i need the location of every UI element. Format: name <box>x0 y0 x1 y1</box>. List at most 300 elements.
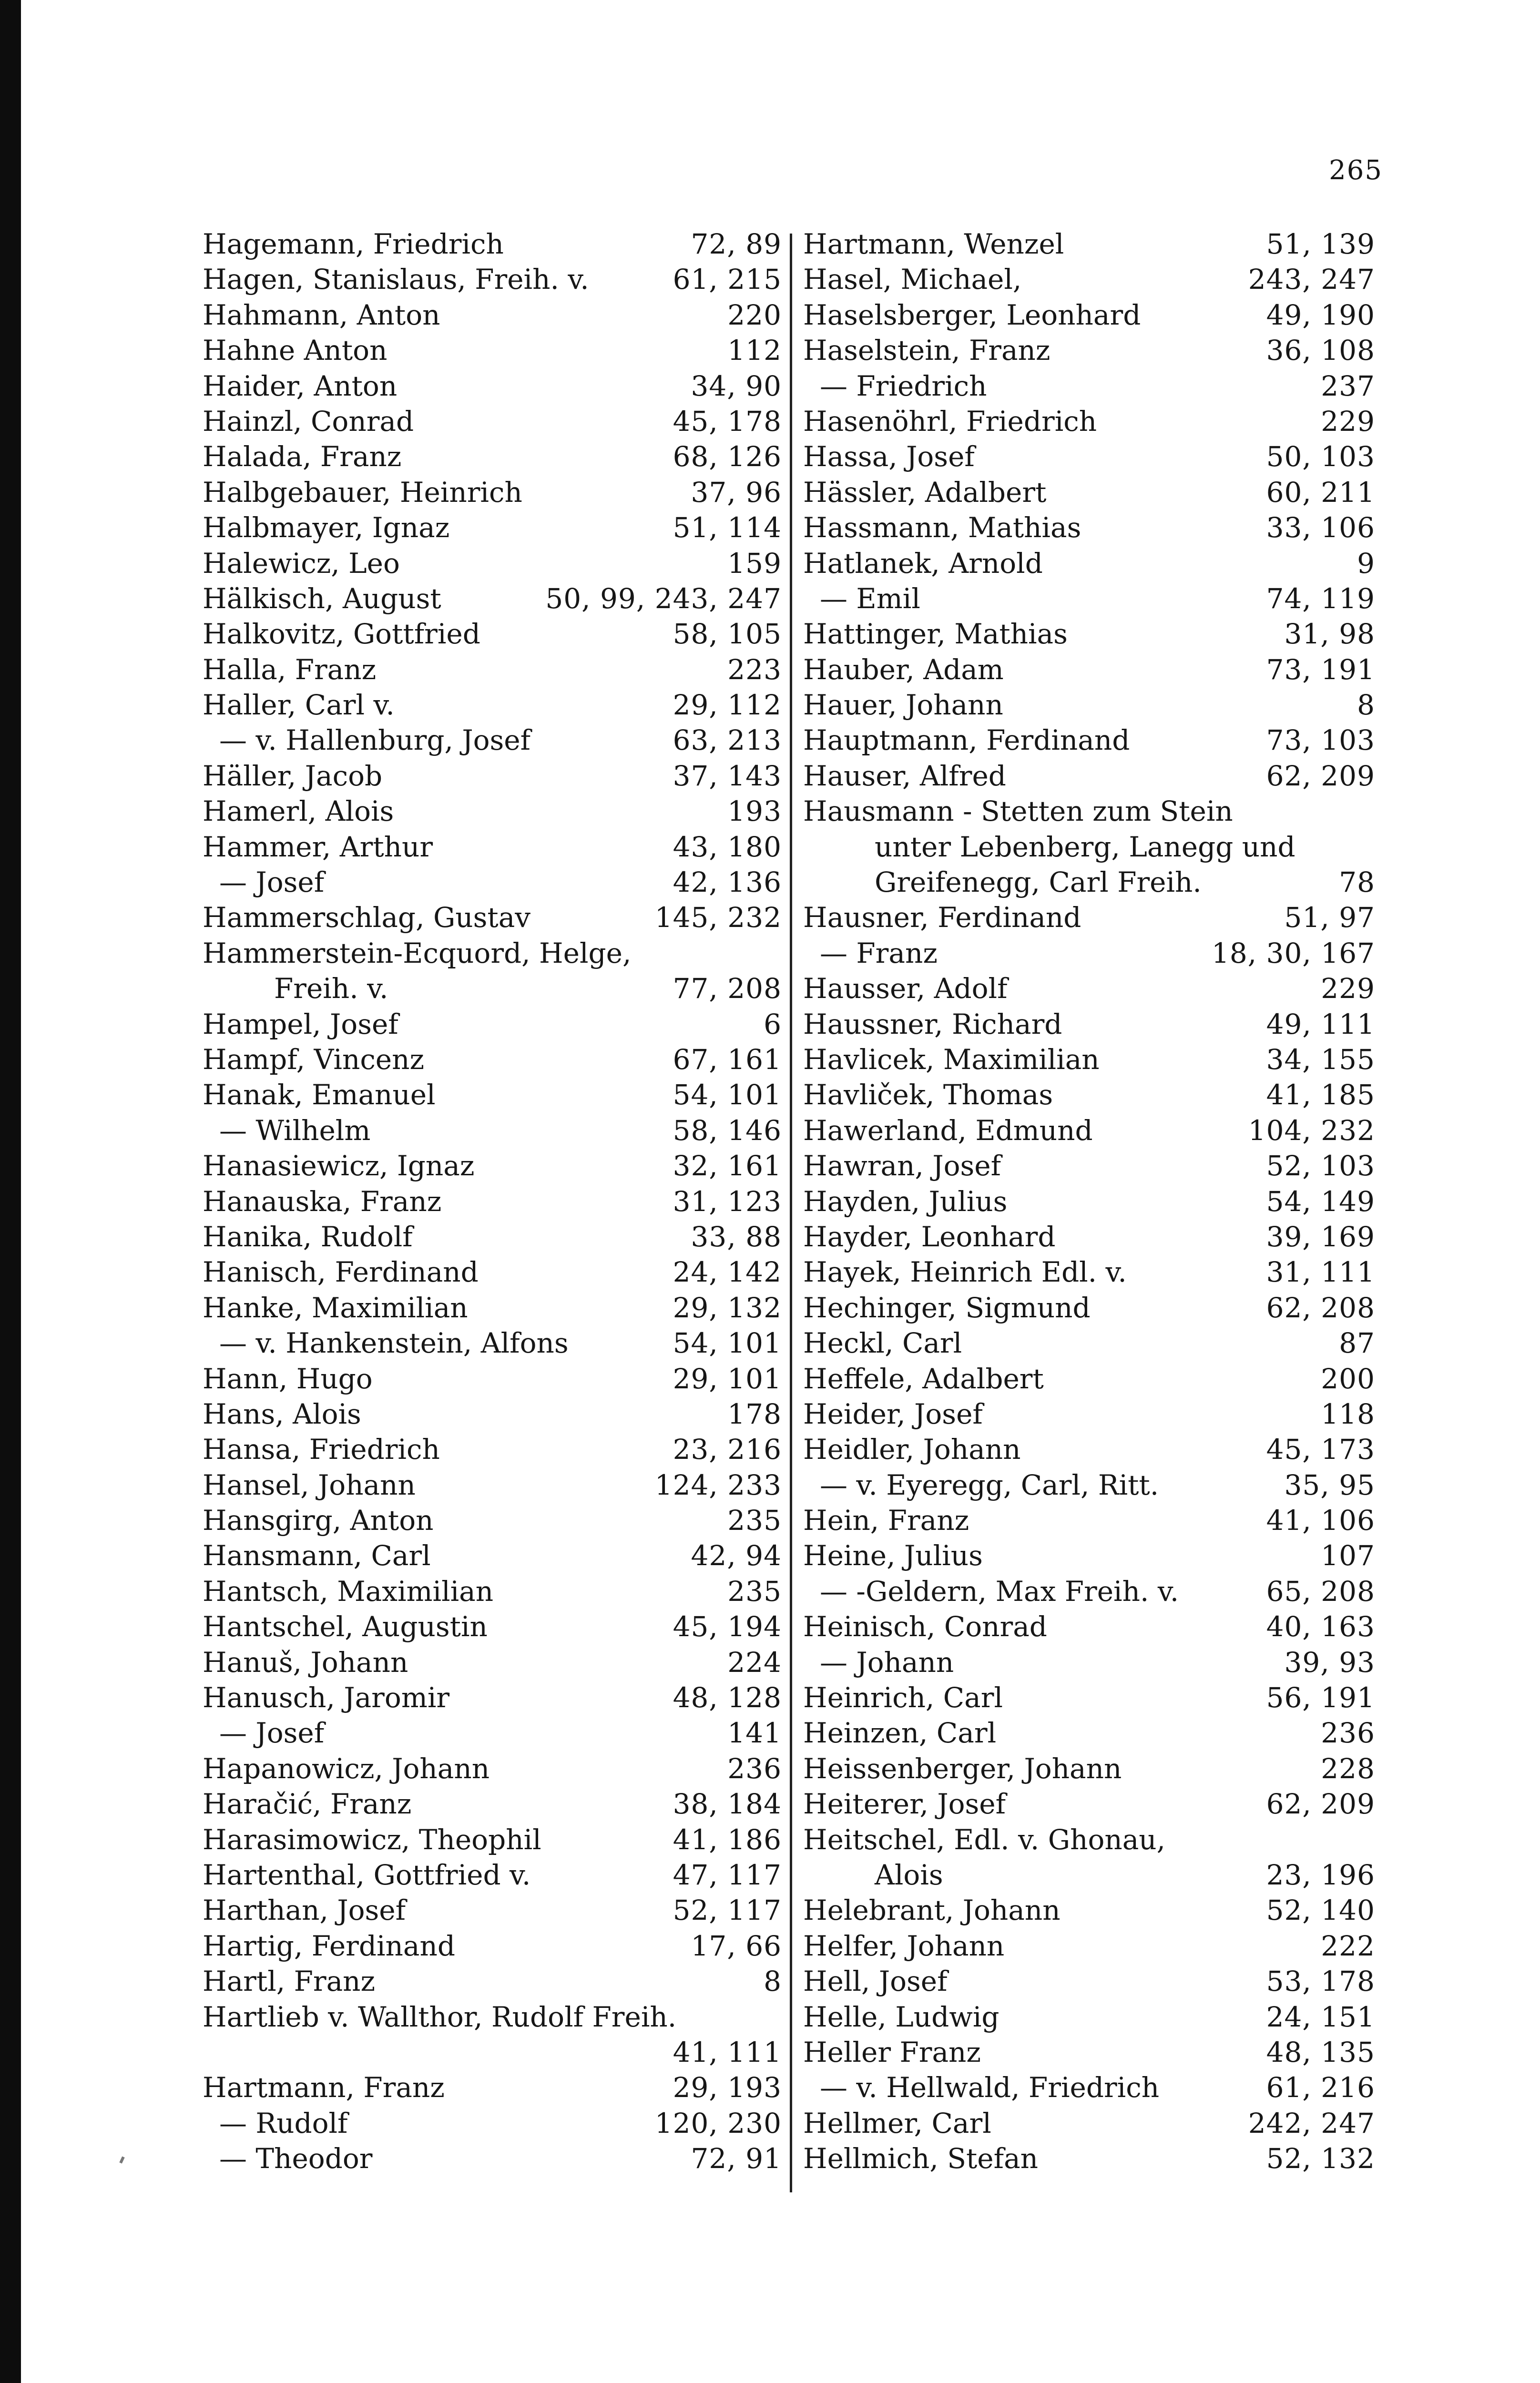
index-entry <box>203 794 782 829</box>
entry-pages: 52, 132 <box>1266 2142 1375 2175</box>
entry-pages: 229 <box>1321 405 1375 438</box>
entry-pages: 54, 149 <box>1266 1185 1375 1218</box>
scan-edge <box>0 0 21 2383</box>
index-entry <box>803 297 1375 333</box>
index-entry <box>803 1113 1375 1148</box>
entry-pages: 145, 232 <box>654 901 782 934</box>
index-entry <box>803 1432 1375 1467</box>
entry-pages: 237 <box>1321 369 1375 402</box>
entry-name: Hausser, Adolf <box>803 972 1008 1005</box>
entry-name: Alois <box>875 1858 943 1891</box>
entry-name: Hanisch, Ferdinand <box>203 1256 479 1289</box>
index-entry <box>203 1786 782 1822</box>
index-entry <box>203 439 782 474</box>
entry-pages: 223 <box>727 653 782 686</box>
entry-name: Hattinger, Mathias <box>803 618 1068 651</box>
entry-name: Greifenegg, Carl Freih. <box>875 866 1202 899</box>
index-entry <box>803 404 1375 439</box>
entry-pages: 52, 140 <box>1266 1894 1375 1927</box>
index-entry <box>203 865 782 900</box>
index-entry <box>803 262 1375 297</box>
index-entry <box>203 1609 782 1644</box>
index-entry <box>203 1007 782 1042</box>
entry-name: Haider, Anton <box>203 369 398 402</box>
index-entry <box>803 1148 1375 1183</box>
entry-pages: 60, 211 <box>1266 476 1375 509</box>
index-entry <box>803 1928 1375 1964</box>
index-entry <box>803 1893 1375 1928</box>
entry-name: Hauber, Adam <box>803 653 1004 686</box>
entry-name: Hausmann - Stetten zum Stein <box>803 795 1233 828</box>
entry-pages: 39, 93 <box>1284 1646 1375 1679</box>
entry-pages: 9 <box>1357 547 1375 580</box>
entry-name: Hanuš, Johann <box>203 1646 408 1679</box>
index-entry <box>203 1113 782 1148</box>
index-entry <box>803 1822 1375 1857</box>
entry-pages: 73, 103 <box>1266 724 1375 757</box>
index-entry <box>203 1715 782 1751</box>
entry-pages: 45, 178 <box>673 405 782 438</box>
column-divider <box>790 234 792 2192</box>
index-entry <box>203 226 782 262</box>
entry-name: Hanke, Maximilian <box>203 1291 468 1324</box>
entry-pages: 37, 143 <box>673 759 782 792</box>
entry-name: Hampel, Josef <box>203 1008 398 1040</box>
entry-name: Hantschel, Augustin <box>203 1610 488 1643</box>
entry-pages: 8 <box>1357 689 1375 722</box>
entry-pages: 29, 193 <box>673 2071 782 2104</box>
entry-name: — v. Hallenburg, Josef <box>219 724 531 757</box>
index-entry <box>803 226 1375 262</box>
entry-name: Hellmer, Carl <box>803 2107 991 2139</box>
index-entry <box>803 1325 1375 1361</box>
index-entry <box>203 900 782 935</box>
entry-pages: 34, 155 <box>1266 1043 1375 1076</box>
index-entry <box>803 2106 1375 2141</box>
entry-name: Halla, Franz <box>203 653 377 686</box>
entry-pages: 38, 184 <box>673 1788 782 1821</box>
index-entry <box>803 1290 1375 1325</box>
index-entry <box>803 971 1375 1006</box>
index-entry <box>203 1964 782 1999</box>
entry-name: Hansel, Johann <box>203 1468 416 1501</box>
entry-name: Hammerschlag, Gustav <box>203 901 531 934</box>
entry-name: Hälkisch, August <box>203 582 441 615</box>
index-entry <box>203 581 782 616</box>
index-entry <box>803 1396 1375 1432</box>
entry-pages: 47, 117 <box>673 1858 782 1891</box>
entry-pages: 51, 139 <box>1266 228 1375 260</box>
entry-pages: 33, 88 <box>691 1220 782 1253</box>
entry-pages: 236 <box>727 1752 782 1785</box>
index-entry <box>203 1042 782 1077</box>
index-entry <box>203 2070 782 2105</box>
index-entry <box>803 1751 1375 1786</box>
index-entry <box>803 546 1375 581</box>
entry-name: Hahmann, Anton <box>203 298 440 331</box>
entry-name: Heffele, Adalbert <box>803 1362 1044 1395</box>
entry-name: Hayden, Julius <box>803 1185 1008 1218</box>
entry-name: Hanika, Rudolf <box>203 1220 413 1253</box>
entry-name: — Josef <box>219 1717 325 1750</box>
entry-pages: 50, 99, 243, 247 <box>545 582 782 615</box>
entry-name: Haselstein, Franz <box>803 334 1050 367</box>
entry-name: Heider, Josef <box>803 1397 983 1430</box>
entry-pages: 159 <box>727 547 782 580</box>
index-entry <box>803 1574 1375 1609</box>
entry-name: Hapanowicz, Johann <box>203 1752 490 1785</box>
entry-pages: 68, 126 <box>673 440 782 473</box>
entry-pages: 31, 123 <box>673 1185 782 1218</box>
index-entry <box>203 1432 782 1467</box>
index-entry <box>203 1857 782 1893</box>
index-entry <box>803 1964 1375 1999</box>
entry-name: Hartmann, Franz <box>203 2071 445 2104</box>
entry-pages: 24, 142 <box>673 1256 782 1289</box>
entry-pages: 52, 103 <box>1266 1150 1375 1182</box>
index-entry <box>803 1538 1375 1573</box>
index-entry <box>203 1148 782 1183</box>
entry-pages: 222 <box>1321 1929 1375 1962</box>
index-entry <box>203 1361 782 1396</box>
entry-pages: 39, 169 <box>1266 1220 1375 1253</box>
entry-pages: 120, 230 <box>654 2107 782 2139</box>
index-entry <box>803 1609 1375 1644</box>
index-entry <box>803 1254 1375 1290</box>
index-entry <box>803 2141 1375 2176</box>
entry-name: Hainzl, Conrad <box>203 405 414 438</box>
index-entry <box>203 368 782 404</box>
index-entry <box>203 546 782 581</box>
entry-name: Halewicz, Leo <box>203 547 400 580</box>
index-entry <box>203 758 782 794</box>
entry-pages: 29, 101 <box>673 1362 782 1395</box>
entry-pages: 41, 111 <box>673 2036 782 2068</box>
entry-pages: 87 <box>1339 1327 1375 1360</box>
entry-pages: 54, 101 <box>673 1327 782 1360</box>
index-entry <box>803 758 1375 794</box>
entry-pages: 53, 178 <box>1266 1965 1375 1998</box>
entry-pages: 31, 111 <box>1266 1256 1375 1289</box>
entry-name: Heinisch, Conrad <box>803 1610 1047 1643</box>
index-entry <box>203 1751 782 1786</box>
entry-name: Hauptmann, Ferdinand <box>803 724 1130 757</box>
entry-name: Hanasiewicz, Ignaz <box>203 1150 475 1182</box>
index-entry <box>203 1503 782 1538</box>
entry-name: — v. Hankenstein, Alfons <box>219 1327 569 1360</box>
entry-pages: 32, 161 <box>673 1150 782 1182</box>
entry-name: Haračić, Franz <box>203 1788 412 1821</box>
index-entry <box>803 1680 1375 1715</box>
entry-pages: 29, 112 <box>673 689 782 722</box>
entry-name: Hamerl, Alois <box>203 795 394 828</box>
entry-name: Hasenöhrl, Friedrich <box>803 405 1097 438</box>
entry-name: Hansa, Friedrich <box>203 1433 440 1466</box>
entry-pages: 29, 132 <box>673 1291 782 1324</box>
entry-name: Harthan, Josef <box>203 1894 406 1927</box>
entry-pages: 40, 163 <box>1266 1610 1375 1643</box>
entry-name: Hein, Franz <box>803 1504 969 1537</box>
entry-pages: 72, 91 <box>691 2142 782 2175</box>
entry-name: Heidler, Johann <box>803 1433 1021 1466</box>
entry-name: Heitschel, Edl. v. Ghonau, <box>803 1823 1166 1856</box>
entry-pages: 42, 94 <box>691 1539 782 1572</box>
entry-pages: 74, 119 <box>1266 582 1375 615</box>
index-entry <box>203 510 782 545</box>
entry-name: Hantsch, Maximilian <box>203 1575 494 1608</box>
index-entry <box>803 510 1375 545</box>
entry-name: Haller, Carl v. <box>203 689 395 722</box>
index-entry <box>203 1893 782 1928</box>
index-entry <box>803 1857 1375 1893</box>
entry-name: — Franz <box>820 937 938 969</box>
index-entry <box>203 1219 782 1254</box>
entry-pages: 8 <box>764 1965 782 1998</box>
entry-pages: 56, 191 <box>1266 1681 1375 1714</box>
index-entry <box>803 1786 1375 1822</box>
entry-pages: 41, 185 <box>1266 1079 1375 1111</box>
entry-name: Hagemann, Friedrich <box>203 228 504 260</box>
index-entry <box>803 829 1375 865</box>
entry-name: Haussner, Richard <box>803 1008 1062 1040</box>
entry-name: — Josef <box>219 866 325 899</box>
entry-name: Hans, Alois <box>203 1397 361 1430</box>
index-entry <box>803 1361 1375 1396</box>
entry-pages: 229 <box>1321 972 1375 1005</box>
entry-pages: 235 <box>727 1504 782 1537</box>
entry-name: Harasimowicz, Theophil <box>203 1823 541 1856</box>
index-entry <box>803 1503 1375 1538</box>
entry-name: Helfer, Johann <box>803 1929 1005 1962</box>
entry-name: Heiterer, Josef <box>803 1788 1006 1821</box>
index-entry <box>203 1645 782 1680</box>
index-entry <box>203 1999 782 2035</box>
index-entry <box>203 1680 782 1715</box>
entry-pages: 141 <box>727 1717 782 1750</box>
index-entry <box>803 1467 1375 1503</box>
entry-name: Hayek, Heinrich Edl. v. <box>803 1256 1127 1289</box>
index-entry <box>803 794 1375 829</box>
entry-name: unter Lebenberg, Lanegg und <box>875 830 1295 863</box>
entry-pages: 243, 247 <box>1248 263 1375 296</box>
entry-name: Hatlanek, Arnold <box>803 547 1043 580</box>
entry-pages: 200 <box>1321 1362 1375 1395</box>
entry-name: — Rudolf <box>219 2107 348 2139</box>
entry-name: Hassmann, Mathias <box>803 511 1081 544</box>
entry-pages: 58, 105 <box>673 618 782 651</box>
entry-name: Hartl, Franz <box>203 1965 376 1998</box>
index-entry <box>203 1822 782 1857</box>
entry-pages: 67, 161 <box>673 1043 782 1076</box>
index-entry <box>203 971 782 1006</box>
entry-name: Hann, Hugo <box>203 1362 373 1395</box>
entry-pages: 18, 30, 167 <box>1211 937 1375 969</box>
entry-pages: 235 <box>727 1575 782 1608</box>
entry-name: Heller Franz <box>803 2036 981 2068</box>
entry-pages: 41, 186 <box>673 1823 782 1856</box>
entry-name: Hayder, Leonhard <box>803 1220 1056 1253</box>
entry-pages: 34, 90 <box>691 369 782 402</box>
entry-pages: 72, 89 <box>691 228 782 260</box>
index-entry <box>803 865 1375 900</box>
entry-pages: 49, 190 <box>1266 298 1375 331</box>
index-entry <box>203 1574 782 1609</box>
entry-name: Hell, Josef <box>803 1965 948 1998</box>
index-entry <box>803 1999 1375 2035</box>
entry-pages: 62, 209 <box>1266 759 1375 792</box>
index-entry <box>803 2070 1375 2105</box>
entry-name: Halbgebauer, Heinrich <box>203 476 522 509</box>
index-entry <box>803 652 1375 687</box>
index-entry <box>803 1042 1375 1077</box>
entry-pages: 41, 106 <box>1266 1504 1375 1537</box>
entry-pages: 23, 196 <box>1266 1858 1375 1891</box>
entry-name: Helebrant, Johann <box>803 1894 1061 1927</box>
entry-name: Hampf, Vincenz <box>203 1043 425 1076</box>
index-entry <box>203 1290 782 1325</box>
entry-pages: 49, 111 <box>1266 1008 1375 1040</box>
entry-pages: 178 <box>727 1397 782 1430</box>
entry-name: Heissenberger, Johann <box>803 1752 1122 1785</box>
entry-name: Hahne Anton <box>203 334 388 367</box>
entry-name: Hasel, Michael, <box>803 263 1022 296</box>
entry-pages: 52, 117 <box>673 1894 782 1927</box>
index-entry <box>203 262 782 297</box>
entry-pages: 112 <box>727 334 782 367</box>
entry-name: Halada, Franz <box>203 440 402 473</box>
entry-name: Hartlieb v. Wallthor, Rudolf Freih. <box>203 2000 677 2033</box>
entry-name: Häller, Jacob <box>203 759 383 792</box>
entry-pages: 193 <box>727 795 782 828</box>
entry-pages: 65, 208 <box>1266 1575 1375 1608</box>
entry-pages: 45, 173 <box>1266 1433 1375 1466</box>
index-entry <box>803 333 1375 368</box>
entry-pages: 51, 114 <box>673 511 782 544</box>
page-number: 265 <box>1329 155 1383 186</box>
index-entry <box>803 687 1375 723</box>
index-entry <box>803 723 1375 758</box>
index-entry <box>803 1184 1375 1219</box>
index-entry <box>203 616 782 652</box>
entry-name: Hässler, Adalbert <box>803 476 1047 509</box>
entry-pages: 50, 103 <box>1266 440 1375 473</box>
entry-name: Hechinger, Sigmund <box>803 1291 1091 1324</box>
entry-name: Hansmann, Carl <box>203 1539 431 1572</box>
index-column-right <box>803 226 1375 2176</box>
index-entry <box>203 1077 782 1112</box>
entry-name: Hellmich, Stefan <box>803 2142 1039 2175</box>
entry-pages: 61, 216 <box>1266 2071 1375 2104</box>
entry-pages: 124, 233 <box>654 1468 782 1501</box>
entry-name: Halbmayer, Ignaz <box>203 511 450 544</box>
index-entry <box>203 723 782 758</box>
entry-name: Hammer, Arthur <box>203 830 433 863</box>
entry-name: Heinzen, Carl <box>803 1717 997 1750</box>
index-entry <box>803 1077 1375 1112</box>
entry-name: Heckl, Carl <box>803 1327 962 1360</box>
index-entry <box>203 829 782 865</box>
entry-name: Hartmann, Wenzel <box>803 228 1064 260</box>
index-entry <box>203 2035 782 2070</box>
entry-pages: 23, 216 <box>673 1433 782 1466</box>
entry-pages: 6 <box>764 1008 782 1040</box>
entry-name: — v. Hellwald, Friedrich <box>820 2071 1160 2104</box>
entry-name: Hanauska, Franz <box>203 1185 442 1218</box>
index-entry <box>203 652 782 687</box>
entry-pages: 236 <box>1321 1717 1375 1750</box>
entry-name: Helle, Ludwig <box>803 2000 999 2033</box>
index-entry <box>203 1184 782 1219</box>
entry-name: Hanak, Emanuel <box>203 1079 436 1111</box>
entry-name: Havlicek, Maximilian <box>803 1043 1100 1076</box>
entry-name: Heinrich, Carl <box>803 1681 1003 1714</box>
entry-name: Halkovitz, Gottfried <box>203 618 480 651</box>
entry-name: Havliček, Thomas <box>803 1079 1053 1111</box>
index-entry <box>203 2141 782 2176</box>
entry-pages: 17, 66 <box>691 1929 782 1962</box>
entry-pages: 48, 128 <box>673 1681 782 1714</box>
entry-pages: 31, 98 <box>1284 618 1375 651</box>
index-entry <box>803 475 1375 510</box>
index-column-left <box>203 226 782 2176</box>
entry-pages: 104, 232 <box>1248 1114 1375 1147</box>
index-entry <box>803 936 1375 971</box>
index-entry <box>203 404 782 439</box>
entry-name: Freih. v. <box>274 972 388 1005</box>
entry-pages: 62, 208 <box>1266 1291 1375 1324</box>
entry-pages: 107 <box>1321 1539 1375 1572</box>
entry-pages: 24, 151 <box>1266 2000 1375 2033</box>
entry-pages: 58, 146 <box>673 1114 782 1147</box>
index-entry <box>203 1467 782 1503</box>
entry-name: Hansgirg, Anton <box>203 1504 434 1537</box>
entry-name: Hartig, Ferdinand <box>203 1929 455 1962</box>
entry-pages: 242, 247 <box>1248 2107 1375 2139</box>
entry-name: Hawerland, Edmund <box>803 1114 1093 1147</box>
stray-ink-mark <box>119 2156 124 2163</box>
index-entry <box>803 368 1375 404</box>
index-entry <box>803 1007 1375 1042</box>
entry-pages: 78 <box>1339 866 1375 899</box>
entry-name: Hartenthal, Gottfried v. <box>203 1858 531 1891</box>
index-entry <box>803 439 1375 474</box>
entry-pages: 43, 180 <box>673 830 782 863</box>
entry-name: Hawran, Josef <box>803 1150 1001 1182</box>
index-entry <box>803 1219 1375 1254</box>
index-entry <box>203 1928 782 1964</box>
entry-name: — Johann <box>820 1646 954 1679</box>
entry-name: — -Geldern, Max Freih. v. <box>820 1575 1179 1608</box>
index-entry <box>203 333 782 368</box>
entry-pages: 48, 135 <box>1266 2036 1375 2068</box>
entry-pages: 224 <box>727 1646 782 1679</box>
entry-name: Hassa, Josef <box>803 440 975 473</box>
entry-pages: 42, 136 <box>673 866 782 899</box>
index-entry <box>203 1396 782 1432</box>
index-entry <box>803 900 1375 935</box>
entry-pages: 118 <box>1321 1397 1375 1430</box>
index-entry <box>803 1715 1375 1751</box>
entry-pages: 37, 96 <box>691 476 782 509</box>
index-entry <box>203 1538 782 1573</box>
entry-name: — Emil <box>820 582 920 615</box>
index-entry <box>203 687 782 723</box>
entry-name: Hausner, Ferdinand <box>803 901 1081 934</box>
entry-name: Hauser, Alfred <box>803 759 1006 792</box>
index-entry <box>203 936 782 971</box>
entry-name: Heine, Julius <box>803 1539 983 1572</box>
entry-pages: 35, 95 <box>1284 1468 1375 1501</box>
